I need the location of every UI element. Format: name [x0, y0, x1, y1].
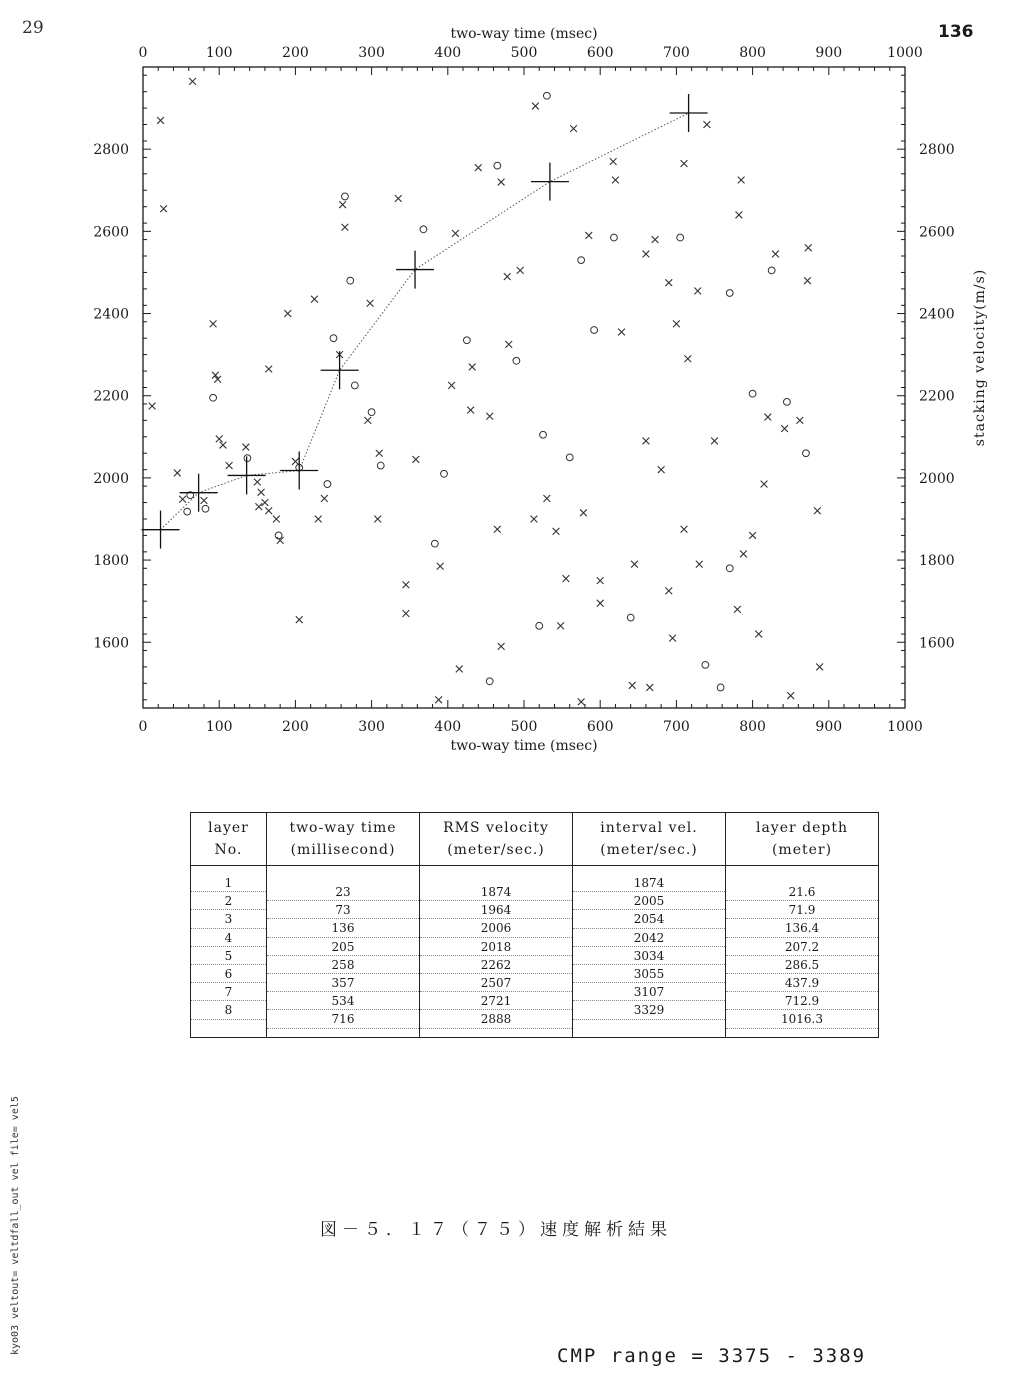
- semblance-x-marker: [643, 251, 650, 258]
- semblance-circle-marker: [717, 684, 724, 691]
- semblance-x-marker: [557, 622, 564, 629]
- semblance-circle-marker: [210, 394, 217, 401]
- table-cell-layer-depth: 1016.3: [726, 1010, 878, 1028]
- table-cell-layer-depth: 207.2: [726, 938, 878, 956]
- semblance-x-marker: [160, 205, 167, 212]
- semblance-x-marker: [255, 503, 262, 510]
- semblance-x-marker: [475, 164, 482, 171]
- semblance-x-marker: [402, 610, 409, 617]
- semblance-x-marker: [452, 230, 459, 237]
- semblance-circle-marker: [591, 327, 598, 334]
- velocity-pick-cross: [228, 456, 266, 494]
- semblance-x-marker: [201, 497, 208, 504]
- semblance-x-marker: [749, 532, 756, 539]
- semblance-circle-marker: [342, 193, 349, 200]
- figure-caption: 図－５．１７（７５）速度解析結果: [320, 1220, 672, 1240]
- semblance-x-marker: [734, 606, 741, 613]
- x-tick-label-bottom: 300: [358, 719, 385, 735]
- table-cell-two-way-time: 23: [267, 883, 419, 901]
- semblance-x-marker: [681, 160, 688, 167]
- semblance-x-marker: [364, 417, 371, 424]
- table-cell-rms-velocity: 2721: [420, 992, 572, 1010]
- table-cell-rms-velocity: 2888: [420, 1010, 572, 1028]
- semblance-circle-marker: [184, 508, 191, 515]
- semblance-x-marker: [684, 355, 691, 362]
- semblance-circle-marker: [543, 92, 550, 99]
- semblance-circle-marker: [244, 455, 251, 462]
- semblance-x-marker: [580, 509, 587, 516]
- col-header-depth: layer depth (meter): [726, 813, 879, 866]
- semblance-x-marker: [740, 551, 747, 558]
- page-number-left: 29: [22, 18, 44, 38]
- table-cell-interval-vel: 3055: [573, 965, 725, 983]
- col-layer-no: [191, 866, 267, 1038]
- semblance-x-marker: [157, 117, 164, 124]
- semblance-x-marker: [665, 279, 672, 286]
- table-cell-layer-no: 5: [191, 947, 266, 965]
- table-cell-two-way-time: 205: [267, 938, 419, 956]
- x-axis-label-bottom: two-way time (msec): [450, 738, 598, 754]
- table-cell-layer-depth: 712.9: [726, 992, 878, 1010]
- table-cell-layer-depth: 71.9: [726, 901, 878, 919]
- velocity-function-line: [161, 113, 689, 530]
- col-layer-depth: [726, 866, 879, 1038]
- semblance-x-marker: [149, 403, 156, 410]
- x-tick-label-top: 600: [586, 45, 614, 61]
- table-cell-layer-depth: 136.4: [726, 919, 878, 937]
- x-tick-label-bottom: 400: [434, 719, 462, 735]
- semblance-x-marker: [395, 195, 402, 202]
- semblance-x-marker: [504, 273, 511, 280]
- table-cell-rms-velocity: 2006: [420, 919, 572, 937]
- semblance-circle-marker: [566, 454, 573, 461]
- layer-table: [190, 812, 879, 1038]
- semblance-x-marker: [553, 528, 560, 535]
- semblance-x-marker: [781, 425, 788, 432]
- velocity-pick-cross: [670, 94, 708, 132]
- velocity-pick-cross: [321, 351, 359, 389]
- col-header-interval: interval vel. (meter/sec.): [573, 813, 726, 866]
- x-tick-label-bottom: 0: [138, 719, 148, 735]
- semblance-x-marker: [610, 158, 617, 165]
- semblance-x-marker: [174, 470, 181, 477]
- y-tick-label-right: 1600: [919, 635, 955, 652]
- semblance-x-marker: [681, 526, 688, 533]
- semblance-circle-marker: [351, 382, 358, 389]
- semblance-x-marker: [585, 232, 592, 239]
- semblance-circle-marker: [611, 234, 618, 241]
- semblance-x-marker: [342, 224, 349, 231]
- x-tick-label-bottom: 500: [510, 719, 538, 735]
- semblance-x-marker: [376, 450, 383, 457]
- semblance-circle-marker: [803, 450, 810, 457]
- x-tick-label-bottom: 900: [815, 719, 843, 735]
- semblance-x-marker: [652, 236, 659, 243]
- semblance-x-marker: [210, 320, 217, 327]
- table-cell-two-way-time: 357: [267, 974, 419, 992]
- table-cell-layer-depth: 286.5: [726, 956, 878, 974]
- semblance-x-marker: [254, 479, 261, 486]
- semblance-x-marker: [814, 507, 821, 514]
- semblance-x-marker: [772, 251, 779, 258]
- semblance-x-marker: [467, 407, 474, 414]
- col-header-time: two-way time (millisecond): [267, 813, 420, 866]
- x-tick-label-top: 1000: [887, 45, 923, 61]
- x-tick-label-top: 500: [510, 45, 538, 61]
- semblance-x-marker: [658, 466, 665, 473]
- semblance-x-marker: [216, 435, 223, 442]
- semblance-x-marker: [796, 417, 803, 424]
- table-cell-interval-vel: 2054: [573, 910, 725, 928]
- semblance-x-marker: [242, 444, 249, 451]
- table-cell-interval-vel: 2005: [573, 892, 725, 910]
- semblance-circle-marker: [486, 678, 493, 685]
- y-tick-label-right: 2200: [919, 388, 955, 405]
- table-cell-interval-vel: 2042: [573, 929, 725, 947]
- table-cell-two-way-time: 73: [267, 901, 419, 919]
- semblance-x-marker: [315, 516, 322, 523]
- table-cell-rms-velocity: 2507: [420, 974, 572, 992]
- semblance-circle-marker: [463, 337, 470, 344]
- semblance-x-marker: [543, 495, 550, 502]
- velocity-pick-cross: [531, 163, 569, 201]
- semblance-x-marker: [339, 201, 346, 208]
- x-tick-label-top: 300: [358, 45, 385, 61]
- semblance-x-marker: [787, 692, 794, 699]
- cmp-range-label: CMP range = 3375 - 3389: [557, 1345, 867, 1367]
- x-tick-label-top: 800: [739, 45, 766, 61]
- semblance-x-marker: [735, 212, 742, 219]
- semblance-x-marker: [597, 577, 604, 584]
- semblance-x-marker: [804, 277, 811, 284]
- table-cell-layer-no: 8: [191, 1001, 266, 1019]
- table-cell-two-way-time: 534: [267, 992, 419, 1010]
- y-tick-label-left: 2600: [93, 224, 129, 241]
- table-cell-two-way-time: 136: [267, 919, 419, 937]
- semblance-x-marker: [517, 267, 524, 274]
- semblance-x-marker: [265, 366, 272, 373]
- velocity-pick-cross: [396, 251, 434, 289]
- semblance-x-marker: [437, 563, 444, 570]
- semblance-circle-marker: [513, 357, 520, 364]
- table-cell-layer-no: 3: [191, 910, 266, 928]
- semblance-x-marker: [456, 666, 463, 673]
- x-tick-label-bottom: 700: [663, 719, 690, 735]
- x-tick-label-bottom: 600: [586, 719, 614, 735]
- col-header-layer: layer No.: [191, 813, 267, 866]
- side-annotation: kyo03 veltout= veltdfall_out vel file= vel5: [10, 1096, 21, 1355]
- table-cell-rms-velocity: 1874: [420, 883, 572, 901]
- table-cell-interval-vel: 3329: [573, 1001, 725, 1019]
- col-rms-velocity: [420, 866, 573, 1038]
- y-tick-label-right: 1800: [919, 553, 955, 570]
- semblance-circle-marker: [420, 226, 427, 233]
- x-tick-label-bottom: 100: [205, 719, 233, 735]
- semblance-x-marker: [643, 438, 650, 445]
- semblance-x-marker: [738, 177, 745, 184]
- table-cell-layer-no: 1: [191, 874, 266, 892]
- semblance-x-marker: [469, 364, 476, 371]
- semblance-x-marker: [761, 481, 768, 488]
- x-tick-label-top: 900: [815, 45, 843, 61]
- semblance-x-marker: [284, 310, 291, 317]
- table-cell-two-way-time: 258: [267, 956, 419, 974]
- semblance-circle-marker: [431, 540, 438, 547]
- y-tick-label-left: 1600: [93, 635, 129, 652]
- table-cell-interval-vel: 1874: [573, 874, 725, 892]
- y-tick-label-right: 2600: [919, 224, 955, 241]
- semblance-x-marker: [764, 414, 771, 421]
- x-tick-label-bottom: 800: [739, 719, 766, 735]
- semblance-x-marker: [531, 516, 538, 523]
- semblance-circle-marker: [578, 257, 585, 264]
- y-tick-label-left: 2400: [93, 306, 129, 323]
- semblance-x-marker: [563, 575, 570, 582]
- table-cell-rms-velocity: 1964: [420, 901, 572, 919]
- table-cell-layer-no: 7: [191, 983, 266, 1001]
- semblance-circle-marker: [202, 505, 209, 512]
- semblance-circle-marker: [377, 462, 384, 469]
- semblance-x-marker: [374, 516, 381, 523]
- semblance-x-marker: [292, 458, 299, 465]
- semblance-x-marker: [258, 489, 265, 496]
- semblance-x-marker: [220, 442, 227, 449]
- semblance-x-marker: [532, 103, 539, 110]
- semblance-x-marker: [570, 125, 577, 132]
- semblance-x-marker: [646, 684, 653, 691]
- x-axis-label-top: two-way time (msec): [450, 26, 598, 42]
- y-tick-label-right: 2400: [919, 306, 955, 323]
- semblance-circle-marker: [368, 409, 375, 416]
- semblance-x-marker: [711, 438, 718, 445]
- y-tick-label-right: 2000: [919, 470, 955, 487]
- semblance-x-marker: [367, 300, 374, 307]
- semblance-circle-marker: [347, 277, 354, 284]
- semblance-x-marker: [665, 587, 672, 594]
- semblance-x-marker: [694, 288, 701, 295]
- semblance-x-marker: [755, 631, 762, 638]
- x-tick-label-top: 0: [138, 45, 148, 61]
- semblance-x-marker: [494, 526, 501, 533]
- semblance-x-marker: [412, 456, 419, 463]
- semblance-x-marker: [669, 635, 676, 642]
- table-cell-layer-depth: 21.6: [726, 883, 878, 901]
- semblance-x-marker: [311, 296, 318, 303]
- table-cell-two-way-time: 716: [267, 1010, 419, 1028]
- semblance-circle-marker: [441, 470, 448, 477]
- table-cell-layer-no: 6: [191, 965, 266, 983]
- velocity-pick-cross: [280, 452, 318, 490]
- x-tick-label-top: 100: [205, 45, 233, 61]
- semblance-circle-marker: [324, 481, 331, 488]
- semblance-x-marker: [805, 244, 812, 251]
- x-tick-label-bottom: 1000: [887, 719, 923, 735]
- col-interval-vel: [573, 866, 726, 1038]
- x-tick-label-bottom: 200: [282, 719, 309, 735]
- semblance-circle-marker: [540, 431, 547, 438]
- semblance-x-marker: [402, 581, 409, 588]
- semblance-circle-marker: [494, 162, 501, 169]
- page-number-right: 136: [938, 22, 974, 42]
- semblance-x-marker: [435, 696, 442, 703]
- semblance-x-marker: [629, 682, 636, 689]
- semblance-circle-marker: [627, 614, 634, 621]
- y-tick-label-left: 2200: [93, 388, 129, 405]
- semblance-circle-marker: [275, 532, 282, 539]
- semblance-circle-marker: [677, 234, 684, 241]
- col-two-way-time: [267, 866, 420, 1038]
- table-cell-rms-velocity: 2018: [420, 938, 572, 956]
- semblance-x-marker: [498, 179, 505, 186]
- semblance-x-marker: [612, 177, 619, 184]
- x-tick-label-top: 400: [434, 45, 462, 61]
- semblance-x-marker: [505, 341, 512, 348]
- semblance-x-marker: [448, 382, 455, 389]
- semblance-x-marker: [618, 329, 625, 336]
- semblance-circle-marker: [768, 267, 775, 274]
- velocity-pick-cross: [180, 474, 218, 512]
- y-tick-label-left: 2000: [93, 470, 129, 487]
- semblance-circle-marker: [749, 390, 756, 397]
- semblance-x-marker: [816, 664, 823, 671]
- semblance-x-marker: [273, 516, 280, 523]
- semblance-x-marker: [578, 698, 585, 705]
- semblance-x-marker: [703, 121, 710, 128]
- x-tick-label-top: 700: [663, 45, 690, 61]
- col-header-rms: RMS velocity (meter/sec.): [420, 813, 573, 866]
- plot-frame: [143, 67, 905, 708]
- semblance-x-marker: [696, 561, 703, 568]
- semblance-circle-marker: [726, 290, 733, 297]
- x-tick-label-top: 200: [282, 45, 309, 61]
- semblance-x-marker: [189, 78, 196, 85]
- semblance-circle-marker: [536, 622, 543, 629]
- semblance-x-marker: [262, 499, 269, 506]
- semblance-x-marker: [321, 495, 328, 502]
- semblance-circle-marker: [783, 398, 790, 405]
- y-tick-label-left: 1800: [93, 553, 129, 570]
- semblance-x-marker: [631, 561, 638, 568]
- semblance-circle-marker: [726, 565, 733, 572]
- table-cell-layer-no: 4: [191, 929, 266, 947]
- semblance-x-marker: [296, 616, 303, 623]
- semblance-x-marker: [673, 320, 680, 327]
- y-tick-label-left: 2800: [93, 142, 129, 159]
- semblance-x-marker: [265, 507, 272, 514]
- semblance-x-marker: [226, 462, 233, 469]
- semblance-circle-marker: [702, 661, 709, 668]
- table-cell-layer-no: 2: [191, 892, 266, 910]
- table-cell-layer-depth: 437.9: [726, 974, 878, 992]
- table-cell-interval-vel: 3107: [573, 983, 725, 1001]
- semblance-x-marker: [597, 600, 604, 607]
- y-tick-label-right: 2800: [919, 142, 955, 159]
- table-cell-rms-velocity: 2262: [420, 956, 572, 974]
- semblance-x-marker: [498, 643, 505, 650]
- semblance-x-marker: [486, 413, 493, 420]
- semblance-circle-marker: [330, 335, 337, 342]
- y-axis-label: stacking velocity(m/s): [972, 268, 988, 447]
- semblance-x-marker: [179, 496, 186, 503]
- table-cell-interval-vel: 3034: [573, 947, 725, 965]
